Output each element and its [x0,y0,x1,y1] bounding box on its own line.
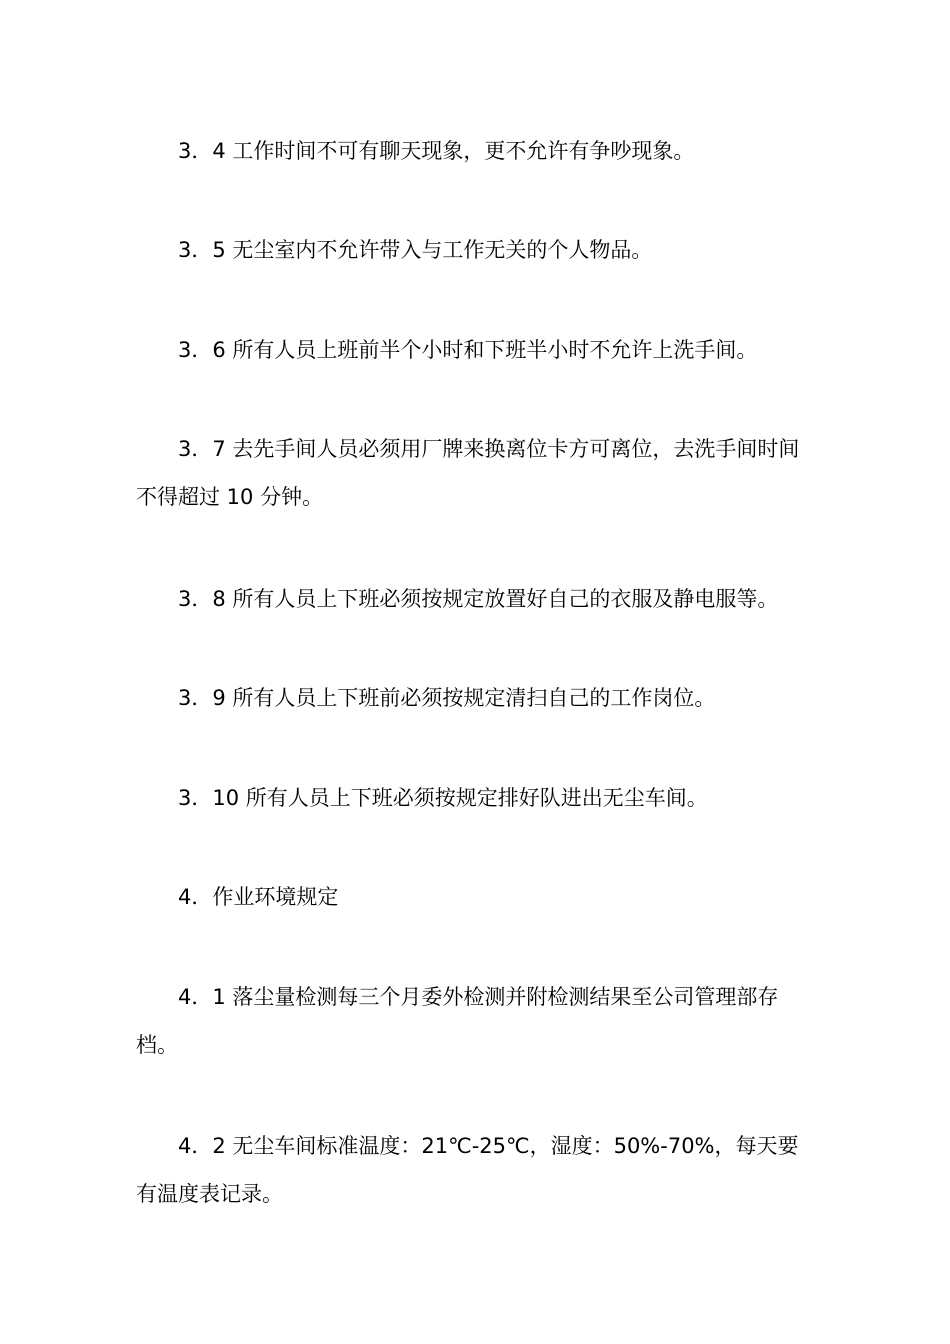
rule-4-2: 4．2 无尘车间标准温度：21℃-25℃，湿度：50%-70%，每天要有温度表记录。 [136,1134,799,1206]
rule-3-7: 3．7 去先手间人员必须用厂牌来换离位卡方可离位，去洗手间时间不得超过 10 分钟。 [136,437,800,509]
rule-3-9: 3．9 所有人员上下班前必须按规定清扫自己的工作岗位。 [178,686,716,710]
rule-3-4: 3．4 工作时间不可有聊天现象，更不允许有争吵现象。 [178,139,695,163]
rule-3-10: 3．10 所有人员上下班必须按规定排好队进出无尘车间。 [178,786,708,810]
rule-3-6: 3．6 所有人员上班前半个小时和下班半小时不允许上洗手间。 [178,338,758,362]
rule-3-5: 3．5 无尘室内不允许带入与工作无关的个人物品。 [178,238,653,262]
rule-4-1: 4．1 落尘量检测每三个月委外检测并附检测结果至公司管理部存档。 [136,985,779,1057]
rule-3-8: 3．8 所有人员上下班必须按规定放置好自己的衣服及静电服等。 [178,587,779,611]
section-4-heading: 4．作业环境规定 [178,885,339,909]
